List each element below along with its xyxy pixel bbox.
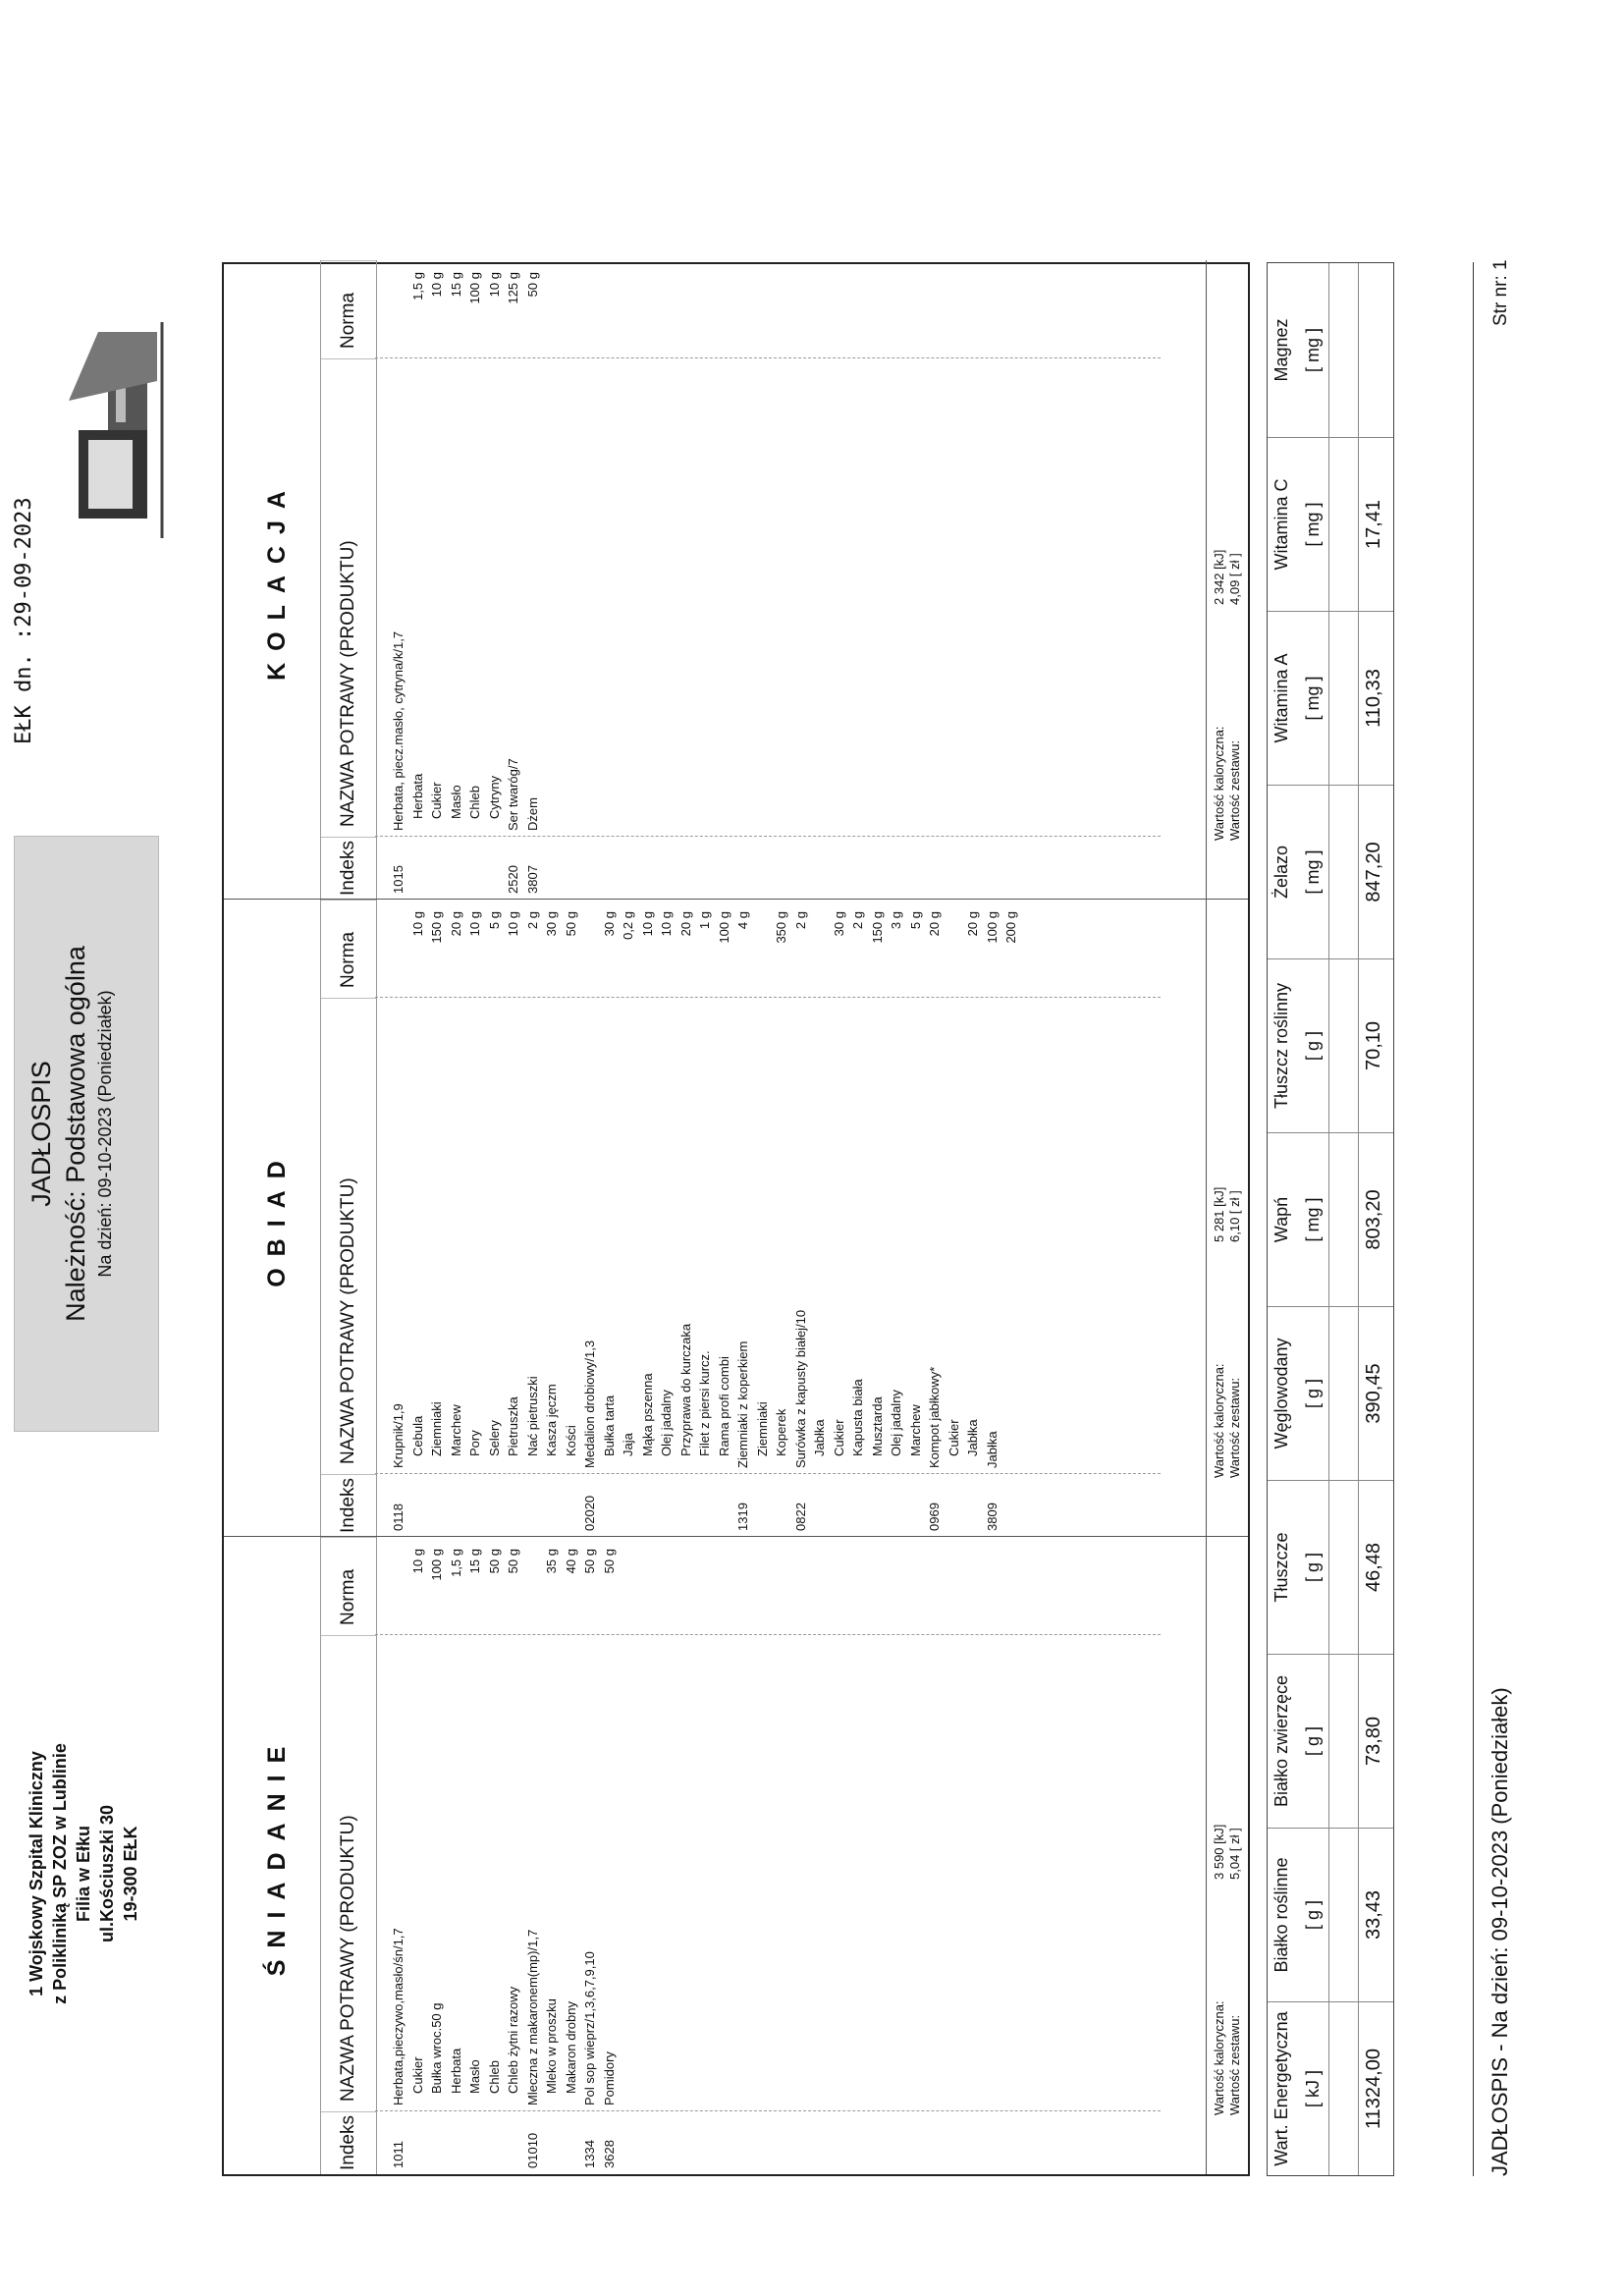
- dinner-set-value: 4,09 [ zł ]: [1227, 553, 1242, 605]
- lunch-row-name: Nać pietruszki: [524, 1376, 540, 1456]
- lunch-row-name: Bułka tarta: [601, 1394, 617, 1456]
- lunch-row-norm: 350 g: [774, 911, 788, 944]
- section-divider: [224, 1536, 1248, 1537]
- lunch-row-name: Olej jadalny: [889, 1390, 903, 1456]
- lunch-set-value: 6,10 [ zł ]: [1227, 1190, 1242, 1242]
- lunch-row-name: Koperek: [774, 1408, 788, 1456]
- lunch-row-norm: 3 g: [889, 911, 903, 930]
- nutrition-value: 46,48: [1358, 1481, 1392, 1654]
- lunch-row-norm: 10 g: [409, 911, 425, 937]
- nutrition-cell: [1268, 1828, 1393, 2001]
- breakfast-row-name: Herbata: [448, 2048, 463, 2094]
- lunch-row-name: Pietruszka: [506, 1396, 520, 1456]
- lunch-row-norm: 100 g: [716, 911, 731, 944]
- lunch-kcal-value: 5 281 [kJ]: [1212, 1186, 1226, 1242]
- lunch-row-name: Przyprawa do kurczaka: [677, 1323, 693, 1456]
- dinner-row-index: 2520: [506, 865, 520, 894]
- lunch-row-name: Olej jadalny: [659, 1390, 674, 1456]
- page-number: Str nr: 1: [1490, 259, 1511, 326]
- menu-table: [222, 262, 1250, 2176]
- lunch-row-name: Kapusta biała: [850, 1379, 865, 1456]
- lunch-header-norm: Norma: [321, 900, 376, 998]
- breakfast-row-index: 3628: [601, 2140, 617, 2168]
- lunch-row-name: Cebula: [409, 1415, 425, 1456]
- dinner-row-norm: 50 g: [524, 272, 540, 298]
- dinner-header-index: Indeks: [321, 837, 376, 900]
- lunch-row-norm: 150 g: [429, 911, 444, 944]
- lunch-row-norm: 1 g: [697, 911, 712, 930]
- nutrition-label: Witamina A: [1271, 653, 1291, 743]
- breakfast-row-norm: 1,5 g: [448, 1549, 463, 1577]
- nutrition-value: 70,10: [1358, 959, 1392, 1132]
- lunch-header-name: NAZWA POTRAWY (PRODUKTU): [321, 998, 376, 1474]
- nutrition-value: 110,33: [1358, 612, 1392, 785]
- lunch-row-norm: 2 g: [524, 911, 540, 930]
- dinner-row-name: Herbata, piecz.masło, cytryna/k/1,7: [391, 630, 406, 831]
- nutrition-unit: [ mg ]: [1303, 328, 1323, 373]
- dinner-kcal-label: Wartość kaloryczna:: [1212, 726, 1226, 841]
- lunch-row-norm: 10 g: [659, 911, 674, 937]
- nutrition-label: Żelazo: [1271, 845, 1291, 900]
- lunch-row-name: Musztarda: [869, 1396, 885, 1456]
- lunch-header-row: [320, 900, 377, 1537]
- breakfast-row-name: Chleb żytni razowy: [506, 1986, 520, 2094]
- breakfast-title: ŚNIADANIE: [263, 1734, 291, 1977]
- breakfast-kcal-value: 3 590 [kJ]: [1212, 1824, 1226, 1880]
- breakfast-row-index: 1334: [582, 2140, 597, 2168]
- nutrition-label: Magnez: [1271, 318, 1291, 382]
- nutrition-label: Białko roślinne: [1271, 1857, 1291, 1973]
- nutrition-unit: [ mg ]: [1303, 676, 1323, 721]
- hospital-line-4: ul.Kościuszki 30: [97, 1804, 117, 1943]
- lunch-row-norm: 20 g: [448, 911, 463, 937]
- column-guide: [375, 2110, 1161, 2111]
- lunch-title: OBIAD: [263, 1149, 291, 1287]
- lunch-row-name: Ziemniaki: [754, 1401, 770, 1456]
- lunch-row-name: Rama profi combi: [716, 1356, 731, 1456]
- nutrition-table: [1267, 262, 1394, 2176]
- dinner-row-norm: 10 g: [429, 272, 444, 298]
- lunch-row-name: Surówka z kapusty białej/10: [792, 1309, 808, 1468]
- nutrition-value: 390,45: [1358, 1307, 1392, 1480]
- lunch-row-name: Jabłka: [984, 1431, 1000, 1468]
- nutrition-cell: [1268, 1654, 1393, 1828]
- nutrition-label: Tłuszcz roślinny: [1271, 982, 1291, 1110]
- breakfast-row-name: Mleczna z makaronem(mp)/1,7: [524, 1929, 540, 2105]
- page-footer-title: JADŁOSPIS - Na dzień: 09-10-2023 (Poniedziałek): [1488, 1687, 1512, 2176]
- breakfast-kcal-label: Wartość kaloryczna:: [1212, 2000, 1226, 2115]
- lunch-row-index: 0822: [792, 1503, 808, 1531]
- dinner-row-norm: 100 g: [467, 272, 482, 304]
- breakfast-row-name: Masło: [467, 2059, 482, 2094]
- lunch-row-index: 0118: [391, 1503, 406, 1531]
- nutrition-cell: [1268, 785, 1393, 958]
- nutrition-label: Węglowodany: [1271, 1338, 1291, 1449]
- breakfast-header-norm: Norma: [321, 1537, 376, 1635]
- breakfast-header-name: NAZWA POTRAWY (PRODUKTU): [321, 1635, 376, 2111]
- lunch-row-index: 1319: [735, 1503, 750, 1531]
- lunch-row-index: 02020: [582, 1495, 597, 1531]
- nutrition-cell: [1268, 958, 1393, 1132]
- dinner-row-index: 1015: [391, 865, 406, 894]
- breakfast-row-norm: 100 g: [429, 1549, 444, 1581]
- nutrition-value: 11324,00: [1358, 2002, 1392, 2175]
- nutrition-cell: [1268, 437, 1393, 611]
- dinner-row-name: Chleb: [467, 786, 482, 819]
- lunch-row-name: Kompot jabłkowy*: [927, 1366, 942, 1468]
- lunch-footer-rule: [1206, 900, 1207, 1537]
- lunch-row-norm: 5 g: [486, 911, 502, 930]
- lunch-row-norm: 10 g: [506, 911, 520, 937]
- lunch-row-name: Kości: [563, 1425, 578, 1456]
- menu-date: Na dzień: 09-10-2023 (Poniedziałek): [95, 990, 115, 1278]
- lunch-row-name: Jaja: [621, 1433, 635, 1456]
- dinner-row-norm: 125 g: [506, 272, 520, 304]
- dinner-row-name: Dżem: [524, 797, 540, 831]
- lunch-row-name: Krupnik/1,9: [391, 1403, 406, 1468]
- dinner-header-row: [320, 260, 377, 900]
- lunch-row-name: Jabłka: [965, 1419, 980, 1456]
- lunch-row-norm: 10 g: [467, 911, 482, 937]
- breakfast-row-norm: 50 g: [506, 1549, 520, 1574]
- hospital-line-2: z Polikliniką SP ZOZ w Lublinie: [50, 1743, 70, 2004]
- breakfast-row-norm: 35 g: [544, 1549, 559, 1574]
- breakfast-header-row: [320, 1537, 377, 2174]
- dinner-row-norm: 10 g: [486, 272, 502, 298]
- lunch-row-name: Pory: [467, 1430, 482, 1456]
- breakfast-set-label: Wartość zestawu:: [1227, 2014, 1242, 2115]
- lunch-row-norm: 2 g: [850, 911, 865, 930]
- nutrition-unit: [ mg ]: [1303, 849, 1323, 895]
- nutrition-cell: [1268, 1480, 1393, 1654]
- lunch-header-index: Indeks: [321, 1474, 376, 1537]
- breakfast-row-norm: 50 g: [486, 1549, 502, 1574]
- nutrition-value: 33,43: [1358, 1829, 1392, 2001]
- dinner-set-label: Wartość zestawu:: [1227, 739, 1242, 841]
- nutrition-cell: [1268, 2001, 1393, 2175]
- breakfast-footer-rule: [1206, 1537, 1207, 2174]
- breakfast-row-name: Bułka wroc.50 g: [429, 2002, 444, 2094]
- lunch-row-norm: 150 g: [869, 911, 885, 944]
- document-title: JADŁOSPIS: [27, 1061, 56, 1207]
- dinner-row-name: Cytryny: [486, 775, 502, 819]
- lunch-set-label: Wartość zestawu:: [1227, 1377, 1242, 1478]
- nutrition-value: 803,20: [1358, 1133, 1392, 1306]
- lunch-row-norm: 50 g: [563, 911, 578, 937]
- lunch-row-norm: 30 g: [601, 911, 617, 937]
- nutrition-value: [1358, 263, 1392, 437]
- nutrition-cell: [1268, 611, 1393, 785]
- breakfast-row-norm: 50 g: [582, 1549, 597, 1574]
- nutrition-cell: [1268, 1132, 1393, 1306]
- breakfast-set-value: 5,04 [ zł ]: [1227, 1828, 1242, 1880]
- breakfast-row-norm: 15 g: [467, 1549, 482, 1574]
- breakfast-row-name: Makaron drobny: [563, 2001, 578, 2094]
- breakfast-row-index: 1011: [391, 2141, 406, 2168]
- lunch-row-norm: 20 g: [927, 911, 942, 937]
- lunch-row-norm: 20 g: [677, 911, 693, 937]
- lunch-row-norm: 10 g: [639, 911, 655, 937]
- dinner-row-name: Ser twaróg/7: [506, 758, 520, 831]
- printer-icon: [59, 322, 177, 538]
- lunch-row-norm: 0,2 g: [621, 911, 635, 940]
- lunch-row-name: Ziemniaki: [429, 1401, 444, 1456]
- entitlement-type: Należność: Podstawowa ogólna: [61, 946, 90, 1322]
- column-guide: [375, 836, 1161, 837]
- column-guide: [375, 1473, 1161, 1474]
- lunch-row-name: Selery: [486, 1420, 502, 1456]
- lunch-row-norm: 2 g: [792, 911, 808, 930]
- breakfast-row-name: Mleko w proszku: [544, 1998, 559, 2094]
- lunch-row-name: Marchew: [907, 1404, 923, 1456]
- dinner-kcal-value: 2 342 [kJ]: [1212, 549, 1226, 605]
- dinner-row-name: Herbata: [409, 773, 425, 819]
- nutrition-value: 847,20: [1358, 786, 1392, 958]
- breakfast-row-name: Chleb: [486, 2060, 502, 2094]
- hospital-line-5: 19-300 EŁK: [121, 1826, 140, 1922]
- breakfast-row-name: Pomidory: [601, 2051, 617, 2105]
- nutrition-label: Białko zwierzęce: [1271, 1674, 1291, 1808]
- lunch-row-name: Kasza jęczm: [544, 1384, 559, 1456]
- dinner-title: KOLACJA: [263, 479, 291, 681]
- nutrition-unit: [ mg ]: [1303, 1197, 1323, 1242]
- lunch-row-norm: 20 g: [965, 911, 980, 937]
- breakfast-row-name: Cukier: [409, 2056, 425, 2094]
- lunch-row-name: Cukier: [831, 1419, 846, 1456]
- lunch-row-index: 0969: [927, 1503, 942, 1531]
- breakfast-header-index: Indeks: [321, 2111, 376, 2174]
- dinner-row-norm: 15 g: [448, 272, 463, 298]
- breakfast-row-norm: 10 g: [409, 1549, 425, 1574]
- lunch-row-name: Cukier: [946, 1419, 961, 1456]
- dinner-header-norm: Norma: [321, 260, 376, 358]
- hospital-line-3: Filia w Ełku: [74, 1825, 93, 1923]
- nutrition-unit: [ mg ]: [1303, 502, 1323, 547]
- nutrition-unit: [ g ]: [1303, 1031, 1323, 1062]
- breakfast-row-name: Herbata,pieczywo,masło/śn/1,7: [391, 1928, 406, 2105]
- nutrition-value: 17,41: [1358, 438, 1392, 611]
- lunch-row-name: Filet z piersi kurcz.: [697, 1350, 712, 1456]
- nutrition-label: Tłuszcze: [1271, 1532, 1291, 1603]
- nutrition-unit: [ g ]: [1303, 1726, 1323, 1757]
- lunch-row-name: Ziemniaki z koperkiem: [735, 1340, 750, 1468]
- section-divider: [224, 899, 1248, 900]
- nutrition-label: Wapń: [1271, 1196, 1291, 1243]
- breakfast-row-norm: 40 g: [563, 1549, 578, 1574]
- lunch-row-name: Marchew: [448, 1404, 463, 1456]
- lunch-row-name: Mąka pszenna: [639, 1373, 655, 1456]
- breakfast-row-name: Pol sop wieprz/1,3,6,7,9,10: [582, 1951, 597, 2105]
- lunch-row-norm: 5 g: [907, 911, 923, 930]
- breakfast-row-norm: 50 g: [601, 1549, 617, 1574]
- lunch-row-norm: 4 g: [735, 911, 750, 930]
- lunch-row-norm: 30 g: [831, 911, 846, 937]
- dinner-row-name: Masło: [448, 785, 463, 819]
- lunch-kcal-label: Wartość kaloryczna:: [1212, 1363, 1226, 1478]
- lunch-row-norm: 30 g: [544, 911, 559, 937]
- title-box: [14, 836, 159, 1432]
- nutrition-unit: [ g ]: [1303, 1379, 1323, 1409]
- dinner-header-name: NAZWA POTRAWY (PRODUKTU): [321, 358, 376, 837]
- nutrition-label: Wart. Energetyczna: [1271, 2011, 1291, 2166]
- dinner-row-norm: 1,5 g: [409, 272, 425, 301]
- nutrition-cell: [1268, 263, 1393, 437]
- dinner-row-index: 3807: [524, 865, 540, 894]
- lunch-row-name: Jabłka: [812, 1419, 827, 1456]
- dinner-row-name: Cukier: [429, 782, 444, 819]
- hospital-line-1: 1 Wojskowy Szpital Kliniczny: [27, 1751, 46, 1996]
- lunch-row-norm: 100 g: [984, 911, 1000, 944]
- lunch-row-name: Medalion drobiowy/1,3: [582, 1339, 597, 1468]
- lunch-row-index: 3809: [984, 1503, 1000, 1531]
- nutrition-unit: [ kJ ]: [1303, 2070, 1323, 2108]
- dinner-footer-rule: [1206, 260, 1207, 900]
- breakfast-row-index: 01010: [524, 2132, 540, 2168]
- nutrition-unit: [ g ]: [1303, 1553, 1323, 1583]
- city-date: EŁK dn. :29-09-2023: [12, 497, 36, 744]
- nutrition-label: Witamina C: [1271, 478, 1291, 571]
- nutrition-value: 73,80: [1358, 1655, 1392, 1828]
- hospital-header: [25, 1628, 142, 2119]
- nutrition-unit: [ g ]: [1303, 1900, 1323, 1931]
- nutrition-cell: [1268, 1306, 1393, 1480]
- lunch-row-norm: 200 g: [1003, 911, 1018, 944]
